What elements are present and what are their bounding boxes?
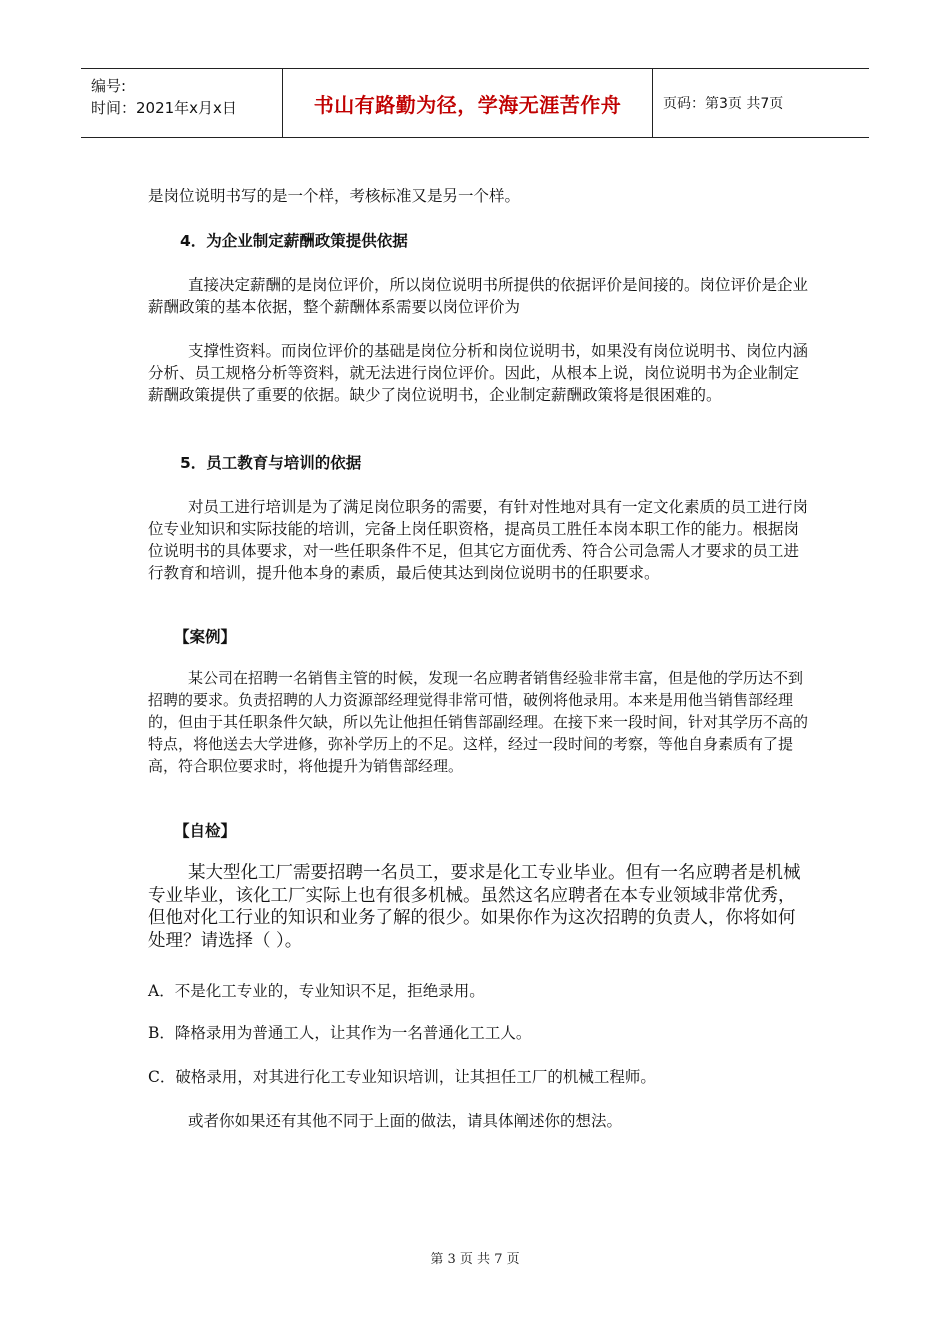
header-meta [81, 69, 283, 137]
check-label-wrap [148, 820, 808, 842]
page-header [81, 68, 869, 138]
header-page-info: 页码：第3页 共7页 [663, 96, 784, 112]
case-text: 某公司在招聘一名销售主管的时候，发现一名应聘者销售经验非常丰富，但是他的学历达不到招聘的要求。负责招聘的人力资源部经理觉得非常可惜，破例将他录用。本来是用他当销售部经理的，但由于其任职条件欠缺，所以先让他担任销售部副经理。在接下来一段时间，针对其学历不高的特点，将他送去大学进修，弥补学历上的不足。这样，经过一段时间的考察，等他自身素质有了提高，符合职位要求时，将他提升为销售部经理。 [148, 669, 809, 775]
section-5 [148, 452, 808, 474]
section-5-paragraph: 对员工进行培训是为了满足岗位职务的需要，有针对性地对具有一定文化素质的员工进行岗位专业知识和实际技能的培训，完备上岗任职资格，提高员工胜任本岗本职工作的能力。根据岗位说明书的具体要求，对一些任职条件不足，但其它方面优秀、符合公司急需人才要求的员工进行教育和培训，提升他本身的素质，最后使其达到岗位说明书的任职要求。 [148, 498, 809, 582]
header-motto: 书山有路勤为径，学海无涯苦作舟 [283, 69, 653, 137]
section-5-para-wrap [148, 496, 808, 584]
option-a-wrap [148, 980, 808, 1002]
section-4 [148, 230, 808, 252]
section-heading-4: 4．为企业制定薪酬政策提供依据 [180, 232, 408, 250]
case-label-wrap [148, 626, 808, 648]
option-c: C．破格录用，对其进行化工专业知识培训，让其担任工厂的机械工程师。 [148, 1068, 656, 1086]
section-4-paragraph-b: 支撑性资料。而岗位评价的基础是岗位分析和岗位说明书，如果没有岗位说明书、岗位内涵分析、员工规格分析等资料，就无法进行岗位评价。因此，从根本上说，岗位说明书为企业制定薪酬政策提供了重要的依据。缺少了岗位说明书，企业制定薪酬政策将是很困难的。 [148, 342, 809, 404]
case-text-wrap [148, 667, 808, 777]
time-label: 时间：2021年x月x日 [91, 99, 237, 117]
option-c-wrap [148, 1066, 808, 1088]
self-check-question: 某大型化工厂需要招聘一名员工，要求是化工专业毕业。但有一名应聘者是机械专业毕业，该化工厂实际上也有很多机械。虽然这名应聘者在本专业领域非常优秀，但他对化工行业的知识和业务了解的很少。如果你作为这次招聘的负责人，你将如何处理？请选择（ ）。 [148, 863, 801, 951]
paragraph-continuation: 是岗位说明书写的是一个样，考核标准又是另一个样。 [148, 187, 521, 205]
case-label: 【案例】 [174, 628, 237, 646]
closing-wrap [148, 1110, 808, 1132]
section-4-paragraph-a: 直接决定薪酬的是岗位评价，所以岗位说明书所提供的依据评价是间接的。岗位评价是企业薪酬政策的基本依据，整个薪酬体系需要以岗位评价为 [148, 276, 809, 316]
question-wrap [148, 862, 808, 952]
section-4-para-b-wrap [148, 340, 808, 406]
body-line-top [148, 185, 808, 207]
option-a: A．不是化工专业的，专业知识不足，拒绝录用。 [148, 982, 485, 1000]
closing-text: 或者你如果还有其他不同于上面的做法，请具体阐述你的想法。 [188, 1112, 623, 1130]
option-b-wrap [148, 1022, 808, 1044]
section-heading-5: 5．员工教育与培训的依据 [180, 454, 362, 472]
serial-label: 编号: [91, 77, 127, 95]
page-footer: 第 3 页 共 7 页 [430, 1252, 520, 1267]
section-4-para-a-wrap [148, 274, 808, 318]
option-b: B．降格录用为普通工人，让其作为一名普通化工工人。 [148, 1024, 532, 1042]
self-check-label: 【自检】 [174, 822, 237, 840]
